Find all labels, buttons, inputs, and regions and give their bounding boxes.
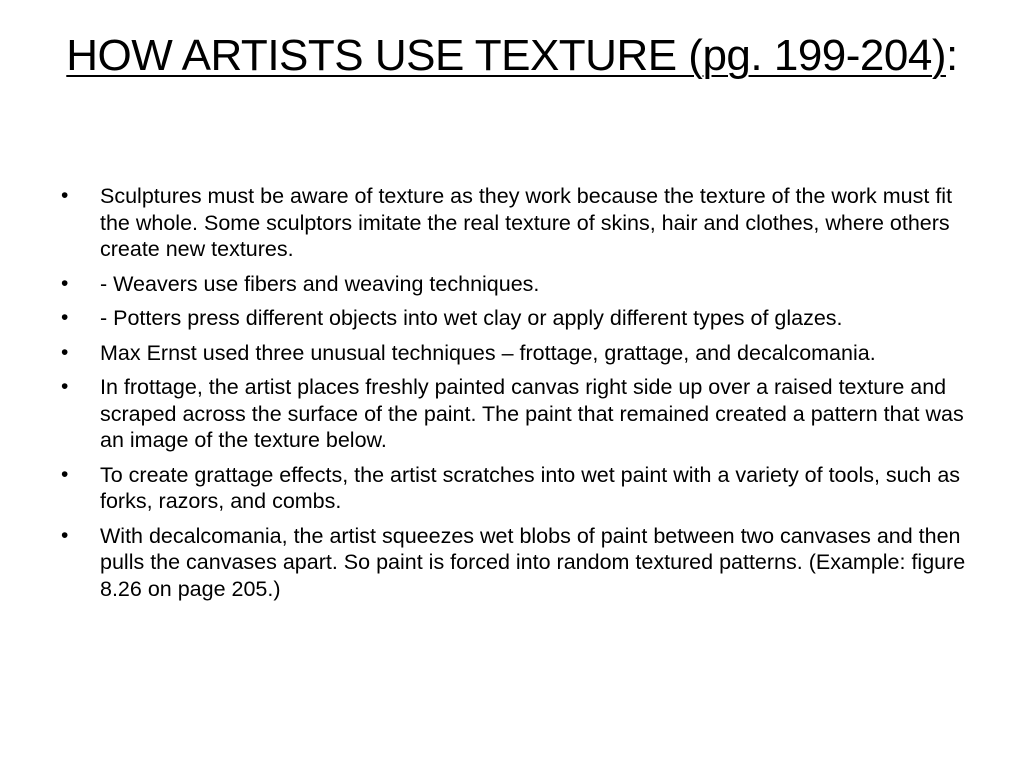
bullet-icon: • — [61, 340, 69, 364]
bullet-icon: • — [61, 306, 69, 329]
bullet-item — [52, 523, 967, 603]
bullet-icon: • — [61, 375, 69, 398]
bullet-text: - Potters press different objects into wet clay or apply different types of glazes. — [100, 306, 843, 330]
bullet-text: - Weavers use fibers and weaving techniques. — [100, 271, 540, 296]
slide-title — [60, 30, 964, 82]
bullet-icon: • — [61, 271, 69, 295]
bullet-text: To create grattage effects, the artist scratches into wet paint with a variety of tools, such as forks, razors, and combs. — [100, 462, 961, 513]
slide-title-colon: : — [945, 31, 958, 80]
bullet-list — [52, 183, 967, 610]
bullet-text: With decalcomania, the artist squeezes wet blobs of paint between two canvases and then pulls the canvases apart. So paint is forced into random textured patterns. (Example: figure 8.26 on page 205.) — [100, 523, 966, 601]
bullet-item — [52, 305, 967, 332]
bullet-item — [52, 374, 967, 454]
bullet-icon: • — [61, 184, 69, 207]
bullet-text: In frottage, the artist places freshly painted canvas right side up over a raised texture and scraped across the surface of the paint. The paint that remained created a pattern that was an image of the texture below. — [100, 375, 964, 452]
bullet-icon: • — [61, 523, 69, 547]
bullet-item — [52, 183, 967, 263]
bullet-text: Sculptures must be aware of texture as they work because the texture of the work must fit the whole. Some sculptors imitate the real texture of skins, hair and clothes, where others create new textures. — [100, 184, 953, 261]
bullet-item — [52, 462, 967, 515]
bullet-text: Max Ernst used three unusual techniques – frottage, grattage, and decalcomania. — [100, 340, 876, 365]
slide-title-text: HOW ARTISTS USE TEXTURE (pg. 199-204) — [66, 31, 946, 80]
bullet-item — [52, 340, 967, 367]
bullet-item — [52, 271, 967, 298]
bullet-icon: • — [61, 462, 69, 486]
